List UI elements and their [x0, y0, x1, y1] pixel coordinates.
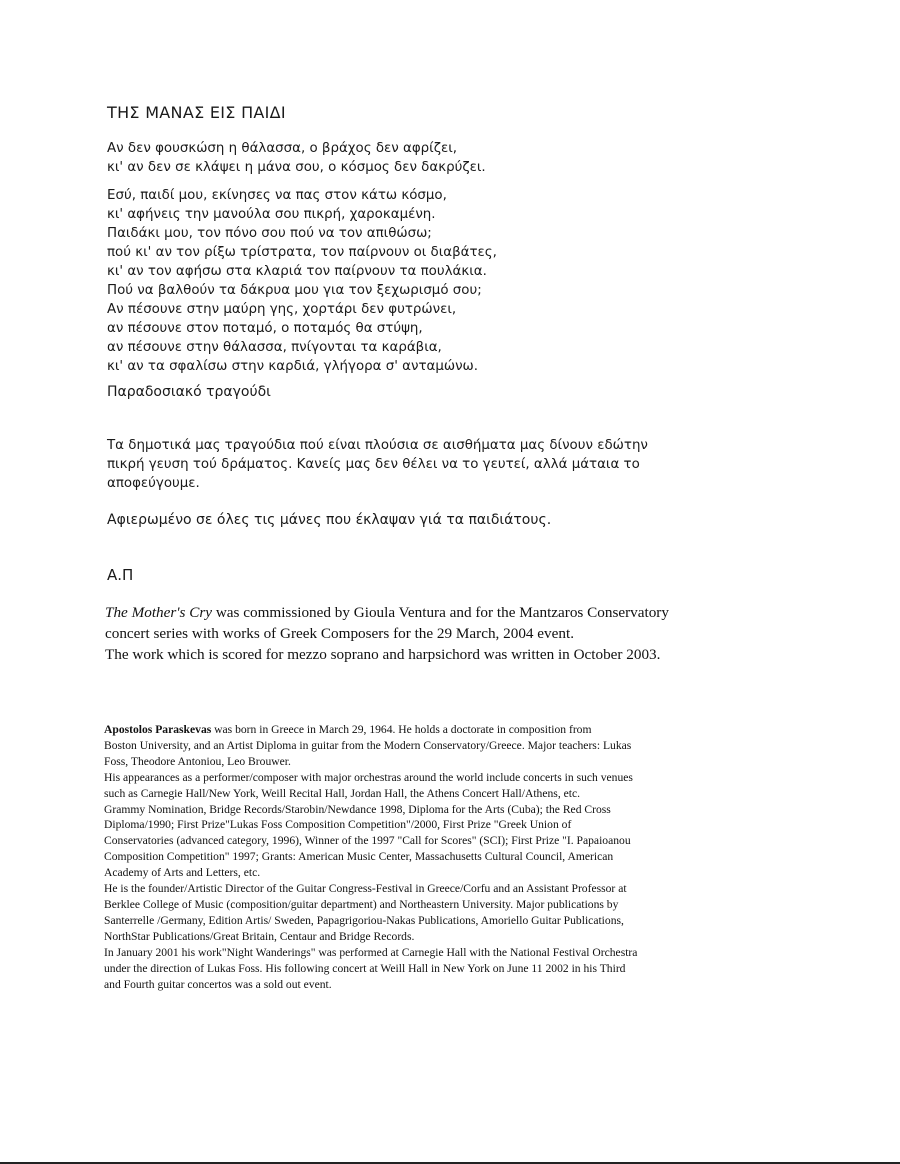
- bio-line: Grammy Nomination, Bridge Records/Starobin/Newdance 1998, Diploma for the Arts (Cuba); the Red Cross: [104, 802, 611, 816]
- bio-line: [104, 722, 637, 738]
- bio-line: Academy of Arts and Letters, etc.: [104, 866, 261, 880]
- bio-line: and Fourth guitar concertos was a sold out event.: [104, 977, 332, 991]
- bio-line: under the direction of Lukas Foss. His following concert at Weill Hall in New York on June 11 2002 in his Third: [104, 961, 626, 975]
- poem-line: κι' αν τον αφήσω στα κλαριά τον παίρνουν τα πουλάκια.: [107, 264, 487, 279]
- bio-line: Berklee College of Music (composition/guitar department) and Northeastern University. Major publications by: [104, 897, 619, 911]
- bio-line: Santerrelle /Germany, Edition Artis/ Sweden, Papagrigoriou-Nakas Publications, Amoriello Guitar Publications,: [104, 913, 624, 927]
- poem-line: πού κι' αν τον ρίξω τρίστρατα, τον παίρνουν οι διαβάτες,: [107, 245, 497, 260]
- poem-line: αν πέσουνε στον ποταμό, ο ποταμός θα στύψη,: [107, 321, 423, 336]
- poem-line: κι' αφήνεις την μανούλα σου πικρή, χαροκαμένη.: [107, 207, 436, 222]
- bio-line: He is the founder/Artistic Director of the Guitar Congress-Festival in Greece/Corfu and an Assistant Professor at: [104, 882, 627, 896]
- bio-line: Foss, Theodore Antoniou, Leo Brouwer.: [104, 754, 291, 768]
- work-description-text: was commissioned by Gioula Ventura and for the Mantzaros Conservatory: [212, 604, 669, 621]
- poem-source: Παραδοσιακό τραγούδι: [107, 384, 271, 400]
- work-title: The Mother's Cry: [105, 604, 213, 621]
- author-initials: Α.Π: [107, 566, 134, 584]
- commentary-line: αποφεύγουμε.: [107, 476, 200, 491]
- bio-line: Diploma/1990; First Prize"Lukas Foss Composition Competition"/2000, First Prize "Greek Union of: [104, 818, 572, 832]
- bio-line: such as Carnegie Hall/New York, Weill Recital Hall, Jordan Hall, the Athens Concert Hall/Athens, etc.: [104, 786, 581, 800]
- commentary-line: Τα δημοτικά μας τραγούδια πού είναι πλούσια σε αισθήματα μας δίνουν εδώτην: [107, 438, 648, 453]
- commentary-paragraph: [107, 436, 648, 493]
- poem-line: Αν πέσουνε στην μαύρη γης, χορτάρι δεν φυτρώνει,: [107, 302, 457, 317]
- dedication: Αφιερωμένο σε όλες τις μάνες που έκλαψαν γιά τα παιδιάτους.: [107, 512, 552, 528]
- bio-text: was born in Greece in March 29, 1964. He holds a doctorate in composition from: [211, 723, 592, 736]
- poem-line: Αν δεν φουσκώση η θάλασσα, ο βράχος δεν αφρίζει,: [107, 141, 458, 156]
- poem-line: Πού να βαλθούν τα δάκρυα μου για τον ξεχωρισμό σου;: [107, 283, 482, 298]
- bio-line: NorthStar Publications/Great Britain, Centaur and Bridge Records.: [104, 929, 415, 943]
- work-description-line: [105, 602, 669, 623]
- composer-name: Apostolos Paraskevas: [104, 723, 212, 736]
- poem-line: κι' αν δεν σε κλάψει η μάνα σου, ο κόσμος δεν δακρύζει.: [107, 160, 486, 175]
- bio-line: Boston University, and an Artist Diploma in guitar from the Modern Conservatory/Greece. Major teachers: Lukas: [104, 738, 632, 752]
- poem-title: ΤΗΣ ΜΑΝΑΣ ΕΙΣ ΠΑΙΔΙ: [107, 103, 286, 122]
- poem-line: κι' αν τα σφαλίσω στην καρδιά, γλήγορα σ' ανταμώνω.: [107, 359, 479, 374]
- work-description-line: concert series with works of Greek Composers for the 29 March, 2004 event.: [105, 625, 574, 642]
- commentary-line: πικρή γευση τού δράματος. Κανείς μας δεν θέλει να το γευτεί, αλλά μάταια το: [107, 457, 640, 472]
- poem-line: Παιδάκι μου, τον πόνο σου πού να τον απιθώσω;: [107, 226, 432, 241]
- bio-line: Composition Competition" 1997; Grants: American Music Center, Massachusetts Cultural Council, American: [104, 850, 614, 864]
- work-description: [105, 602, 669, 665]
- poem-stanza-2: [107, 186, 497, 376]
- poem-stanza-1: [107, 139, 486, 177]
- bio-line: His appearances as a performer/composer with major orchestras around the world include concerts in such venues: [104, 770, 633, 784]
- poem-line: αν πέσουνε στην θάλασσα, πνίγονται τα καράβια,: [107, 340, 442, 355]
- bio-line: Conservatories (advanced category, 1996), Winner of the 1997 "Call for Scores" (SCI); First Prize "I. Papaioanou: [104, 834, 631, 848]
- poem-line: Εσύ, παιδί μου, εκίνησες να πας στον κάτω κόσμο,: [107, 188, 447, 203]
- composer-biography: [104, 722, 637, 992]
- work-description-line: The work which is scored for mezzo soprano and harpsichord was written in October 2003.: [105, 646, 661, 663]
- bio-line: In January 2001 his work"Night Wanderings" was performed at Carnegie Hall with the National Festival Orchestra: [104, 945, 638, 959]
